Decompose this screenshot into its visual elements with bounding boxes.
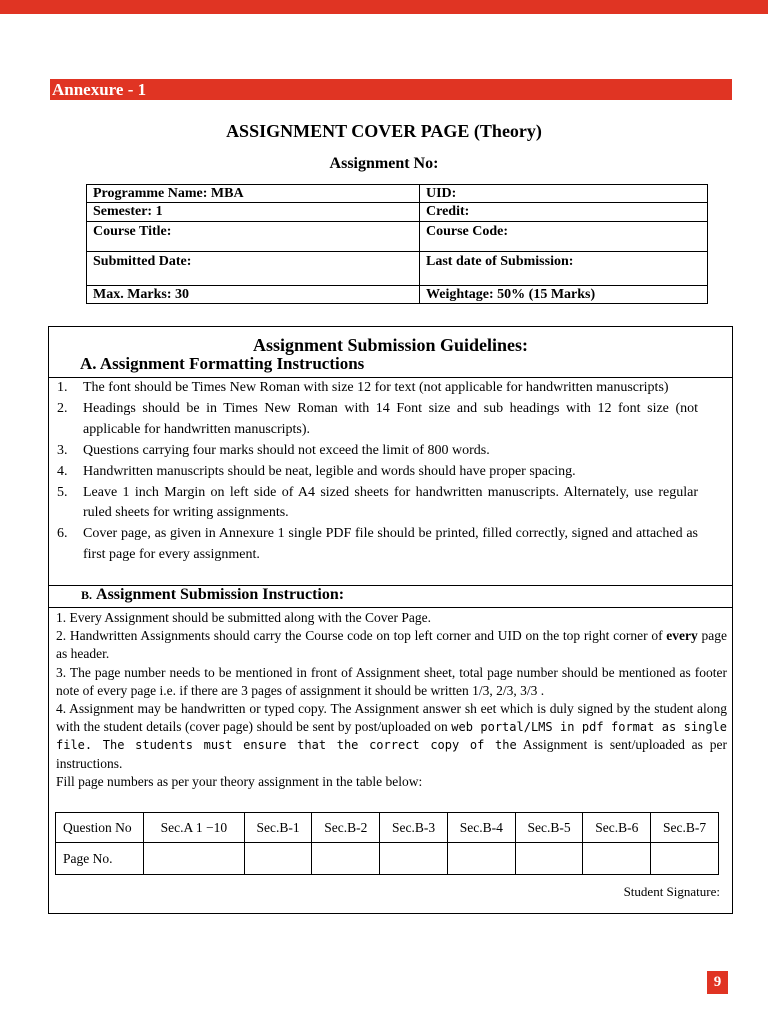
instruction-4: 4. Assignment may be handwritten or typed copy. The Assignment answer sh eet which is duly signed by the student along with the student details (cover page) should be sent by post/uploaded on web portal/LMS in pdf format as single file. The students must ensure that the correct copy of the Assignment is sent/uploaded as per instructions.: [56, 701, 727, 771]
column-header: Sec.B-6: [583, 813, 651, 843]
student-info-table: [86, 184, 708, 304]
submitted-date-cell: Submitted Date:: [87, 252, 420, 286]
section-a-heading: A. Assignment Formatting Instructions: [80, 354, 365, 373]
page-no-cell[interactable]: [515, 843, 583, 875]
page-no-cell[interactable]: [447, 843, 515, 875]
page-title: ASSIGNMENT COVER PAGE (Theory): [226, 121, 542, 141]
course-code-cell: Course Code:: [420, 222, 708, 252]
last-date-cell: Last date of Submission:: [420, 252, 708, 286]
guidelines-heading: Assignment Submission Guidelines:: [252, 335, 529, 355]
section-b-heading: B. Assignment Submission Instruction:: [81, 586, 345, 603]
column-header: Sec.A 1 −10: [144, 813, 245, 843]
divider: [49, 607, 732, 608]
guidelines-box: [48, 326, 733, 914]
max-marks-cell: Max. Marks: 30: [87, 286, 420, 304]
list-item: 6. Cover page, as given in Annexure 1 single PDF file should be printed, filled correctly, signed and attached as first page for every assignment.: [57, 526, 698, 562]
page-no-cell[interactable]: [312, 843, 380, 875]
page-no-cell[interactable]: [244, 843, 312, 875]
programme-cell: Programme Name: MBA: [87, 185, 420, 203]
instruction-3: 3. The page number needs to be mentioned in front of Assignment sheet, total page number should be mentioned as footer note of every page i.e. if there are 3 pages of assignment it should be written 1/3, 2/3, 3/3 .: [56, 664, 727, 698]
page-number-table: [55, 812, 719, 875]
page-no-cell[interactable]: [380, 843, 448, 875]
page-number: 9: [707, 971, 728, 994]
instruction-2: 2. Handwritten Assignments should carry the Course code on top left corner and UID on the top right corner of every page as header.: [56, 628, 727, 662]
list-item: 3. Questions carrying four marks should not exceed the limit of 800 words.: [57, 442, 490, 458]
page-no-cell[interactable]: [144, 843, 245, 875]
submission-instructions: [56, 609, 727, 791]
column-header: Sec.B-4: [447, 813, 515, 843]
column-header: Sec.B-1: [244, 813, 312, 843]
page-no-cell[interactable]: [651, 843, 719, 875]
weightage-cell: Weightage: 50% (15 Marks): [420, 286, 708, 304]
list-item: 5. Leave 1 inch Margin on left side of A4 sized sheets for handwritten manuscripts. Alternately, use regular ruled sheets for writing assignments.: [57, 484, 698, 520]
uid-cell: UID:: [420, 185, 708, 203]
fill-note: Fill page numbers as per your theory assignment in the table below:: [56, 773, 423, 789]
annexure-banner: Annexure - 1: [50, 79, 732, 100]
page-no-label: Page No.: [56, 843, 144, 875]
student-signature-label: Student Signature:: [623, 884, 720, 899]
formatting-instructions-list: [57, 378, 698, 566]
list-item: 4. Handwritten manuscripts should be neat, legible and words should have proper spacing.: [57, 463, 576, 479]
semester-cell: Semester: 1: [87, 203, 420, 222]
top-accent-bar: [0, 0, 768, 14]
credit-cell: Credit:: [420, 203, 708, 222]
page-no-cell[interactable]: [583, 843, 651, 875]
instruction-1: 1. Every Assignment should be submitted along with the Cover Page.: [56, 610, 431, 625]
column-header: Sec.B-7: [651, 813, 719, 843]
list-item: 2. Headings should be in Times New Roman with 14 Font size and sub headings with 12 font size (not applicable for handwritten manuscripts).: [57, 401, 698, 437]
course-title-cell: Course Title:: [87, 222, 420, 252]
assignment-no-label: Assignment No:: [329, 155, 439, 172]
column-header: Sec.B-3: [380, 813, 448, 843]
list-item: 1. The font should be Times New Roman with size 12 for text (not applicable for handwritten manuscripts): [57, 380, 669, 395]
column-header: Sec.B-2: [312, 813, 380, 843]
question-no-header: Question No: [56, 813, 144, 843]
column-header: Sec.B-5: [515, 813, 583, 843]
